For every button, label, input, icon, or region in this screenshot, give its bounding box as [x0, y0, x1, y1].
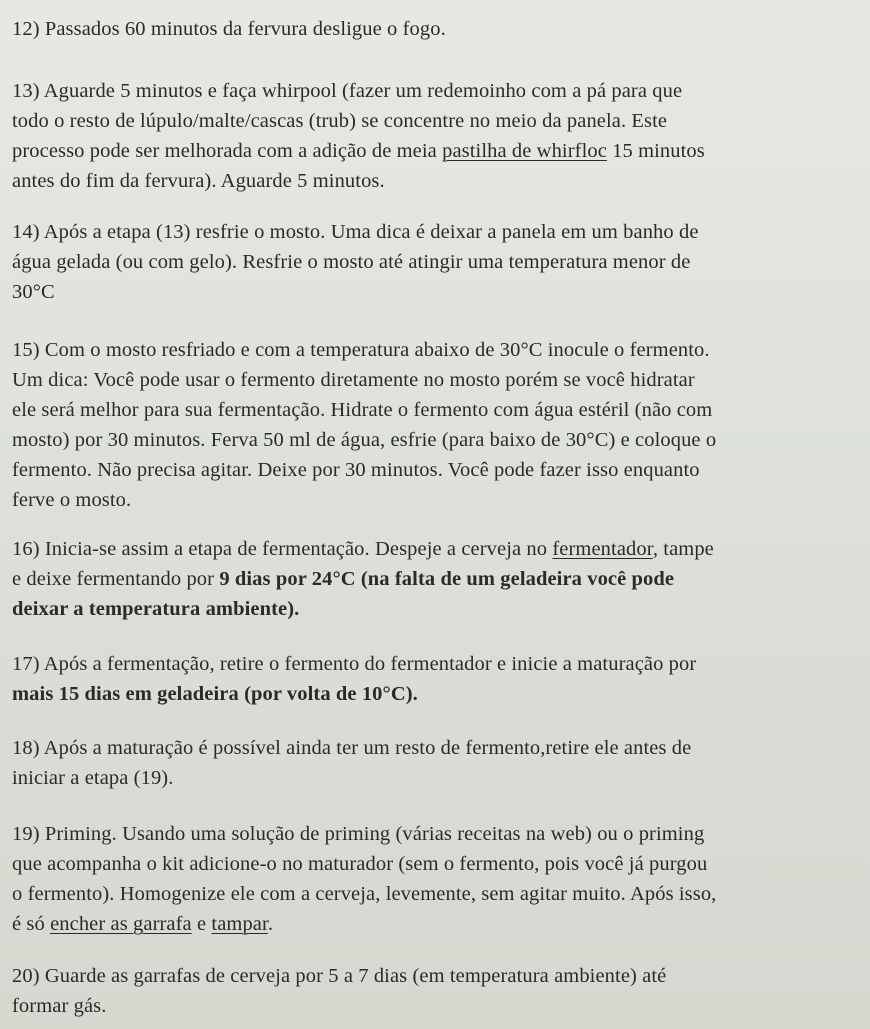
- step-16: [12, 534, 862, 624]
- text-run: .: [267, 913, 274, 935]
- text-line: [12, 679, 862, 709]
- step-19: [12, 819, 862, 939]
- step-12: [12, 14, 862, 44]
- text-line: 13) Aguarde 5 minutos e faça whirpool (fazer um redemoinho com a pá para que: [12, 80, 683, 102]
- text-line: que acompanha o kit adicione-o no maturador (sem o fermento, pois você já purgou: [12, 853, 708, 875]
- text-line: ele será melhor para sua fermentação. Hidrate o fermento com água estéril (não com: [12, 399, 713, 421]
- text-line: mosto) por 30 minutos. Ferva 50 ml de água, esfrie (para baixo de 30°C) e coloque o: [12, 429, 717, 451]
- step-15: [12, 335, 862, 515]
- underlined-text: encher as garrafa: [50, 913, 192, 935]
- text-line: ferve o mosto.: [12, 489, 132, 511]
- text-line: [12, 136, 862, 166]
- text-line: 17) Após a fermentação, retire o fermento do fermentador e inicie a maturação por: [12, 653, 697, 675]
- text-run: e: [191, 913, 212, 935]
- text-line: 12) Passados 60 minutos da fervura desligue o fogo.: [12, 18, 446, 40]
- text-run: 15 minutos: [606, 140, 705, 162]
- text-run: processo pode ser melhorada com a adição de meia: [12, 140, 443, 162]
- underlined-text: pastilha de whirfloc: [442, 140, 607, 162]
- text-line: [12, 564, 862, 594]
- text-line: formar gás.: [12, 995, 107, 1017]
- text-run: , tampe: [652, 538, 714, 560]
- text-line: 19) Priming. Usando uma solução de priming (várias receitas na web) ou o priming: [12, 823, 705, 845]
- step-14: [12, 217, 862, 307]
- text-line: 14) Após a etapa (13) resfrie o mosto. Uma dica é deixar a panela em um banho de: [12, 221, 699, 243]
- text-line: [12, 909, 862, 939]
- step-13: [12, 76, 862, 196]
- text-run: é só: [12, 913, 51, 935]
- text-line: [12, 594, 862, 624]
- text-line: [12, 534, 862, 564]
- underlined-text: tampar: [211, 913, 268, 935]
- text-line: antes do fim da fervura). Aguarde 5 minutos.: [12, 170, 385, 192]
- text-line: todo o resto de lúpulo/malte/cascas (trub) se concentre no meio da panela. Este: [12, 110, 668, 132]
- text-run: 16) Inicia-se assim a etapa de fermentação. Despeje a cerveja no: [12, 538, 553, 560]
- text-line: fermento. Não precisa agitar. Deixe por 30 minutos. Você pode fazer isso enquanto: [12, 459, 700, 481]
- bold-text: deixar a temperatura ambiente).: [12, 598, 300, 620]
- text-line: água gelada (ou com gelo). Resfrie o mosto até atingir uma temperatura menor de: [12, 251, 691, 273]
- text-line: 30°C: [12, 281, 55, 303]
- step-20: [12, 961, 862, 1021]
- text-line: iniciar a etapa (19).: [12, 767, 174, 789]
- underlined-text: fermentador: [552, 538, 653, 560]
- text-line: Um dica: Você pode usar o fermento diretamente no mosto porém se você hidratar: [12, 369, 695, 391]
- bold-text: 9 dias por 24°C (na falta de um geladeira você pode: [219, 568, 675, 590]
- text-run: e deixe fermentando por: [12, 568, 220, 590]
- text-line: 20) Guarde as garrafas de cerveja por 5 a 7 dias (em temperatura ambiente) até: [12, 965, 667, 987]
- bold-text: mais 15 dias em geladeira (por volta de 10°C).: [12, 683, 418, 705]
- text-line: 18) Após a maturação é possível ainda ter um resto de fermento,retire ele antes de: [12, 737, 692, 759]
- step-17: [12, 649, 862, 709]
- step-18: [12, 733, 862, 793]
- text-line: 15) Com o mosto resfriado e com a temperatura abaixo de 30°C inocule o fermento.: [12, 339, 710, 361]
- text-line: o fermento). Homogenize ele com a cerveja, levemente, sem agitar muito. Após isso,: [12, 883, 717, 905]
